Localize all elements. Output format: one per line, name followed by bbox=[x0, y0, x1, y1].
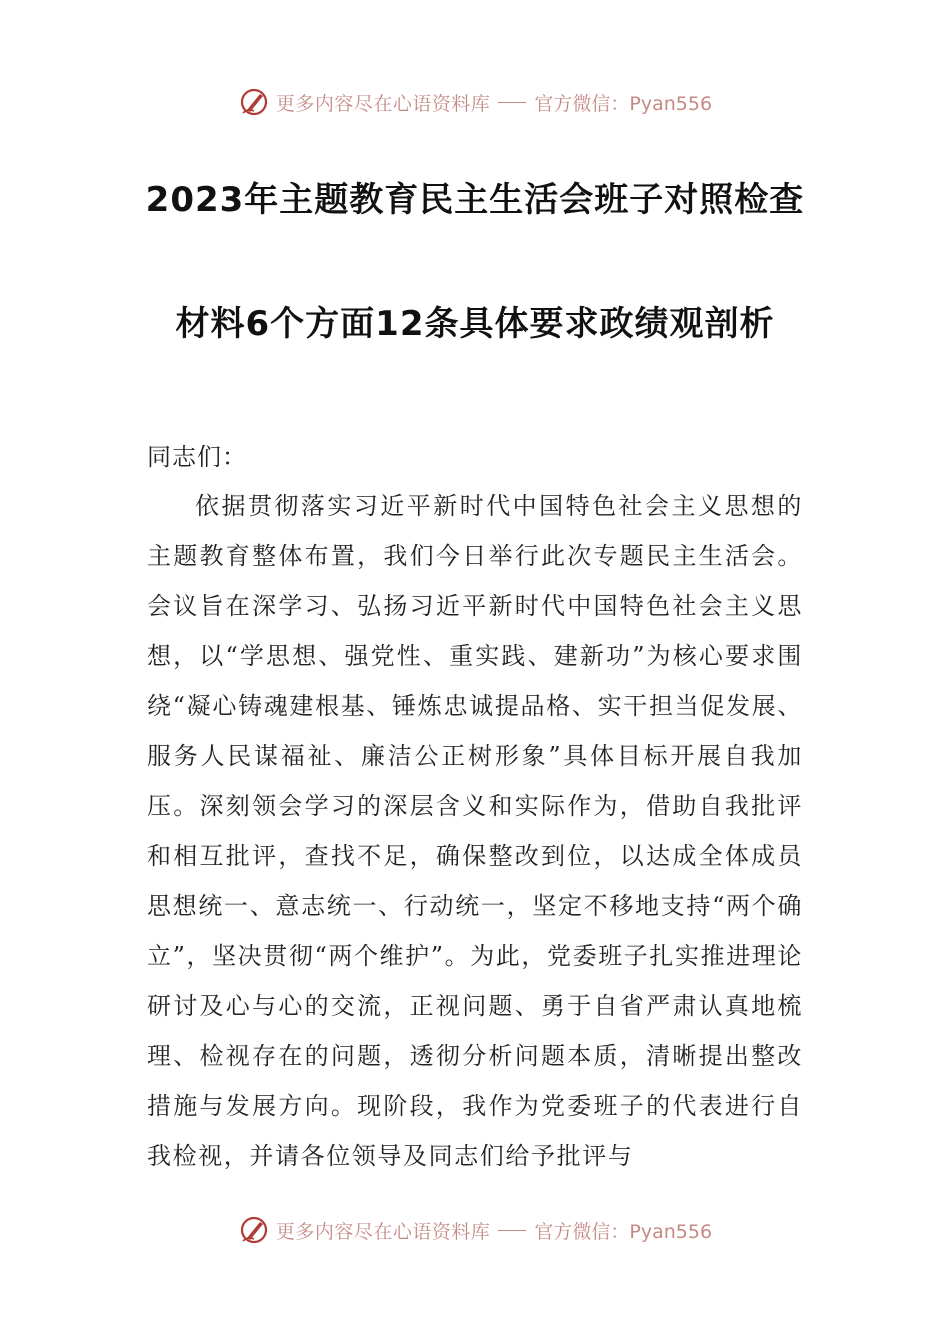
salutation: 同志们： bbox=[147, 443, 247, 471]
banner-dash bbox=[498, 1230, 526, 1231]
banner-contact: 官方微信：Pyan556 bbox=[534, 92, 713, 115]
banner-text: 更多内容尽在心语资料库 bbox=[275, 1220, 491, 1243]
banner-text: 更多内容尽在心语资料库 bbox=[275, 92, 491, 115]
header-banner bbox=[0, 82, 950, 122]
banner-contact: 官方微信：Pyan556 bbox=[534, 1220, 713, 1243]
pen-circle-logo-icon bbox=[238, 1214, 270, 1246]
body-paragraph: 依据贯彻落实习近平新时代中国特色社会主义思想的主题教育整体布置，我们今日举行此次专题民主生活会。会议旨在深学习、弘扬习近平新时代中国特色社会主义思想，以“学思想、强党性、重实践、建新功”为核心要求围绕“凝心铸魂建根基、锤炼忠诚提品格、实干担当促发展、服务人民谋福祉、廉洁公正树形象”具体目标开展自我加压。深刻领会学习的深层含义和实际作为，借助自我批评和相互批评，查找不足，确保整改到位，以达成全体成员思想统一、意志统一、行动统一，坚定不移地支持“两个确立”，坚决贯彻“两个维护”。为此，党委班子扎实推进理论研讨及心与心的交流，正视问题、勇于自省严肃认真地梳理、检视存在的问题，透彻分析问题本质，清晰提出整改措施与发展方向。现阶段，我作为党委班子的代表进行自我检视，并请各位领导及同志们给予批评与 bbox=[147, 492, 804, 1170]
banner-dash bbox=[498, 102, 526, 103]
document-title-line-1: 2023年主题教育民主生活会班子对照检查 bbox=[145, 180, 805, 220]
document-title-line-2: 材料6个方面12条具体要求政绩观剖析 bbox=[175, 304, 775, 344]
pen-circle-logo-icon bbox=[238, 86, 270, 118]
footer-banner bbox=[0, 1210, 950, 1250]
